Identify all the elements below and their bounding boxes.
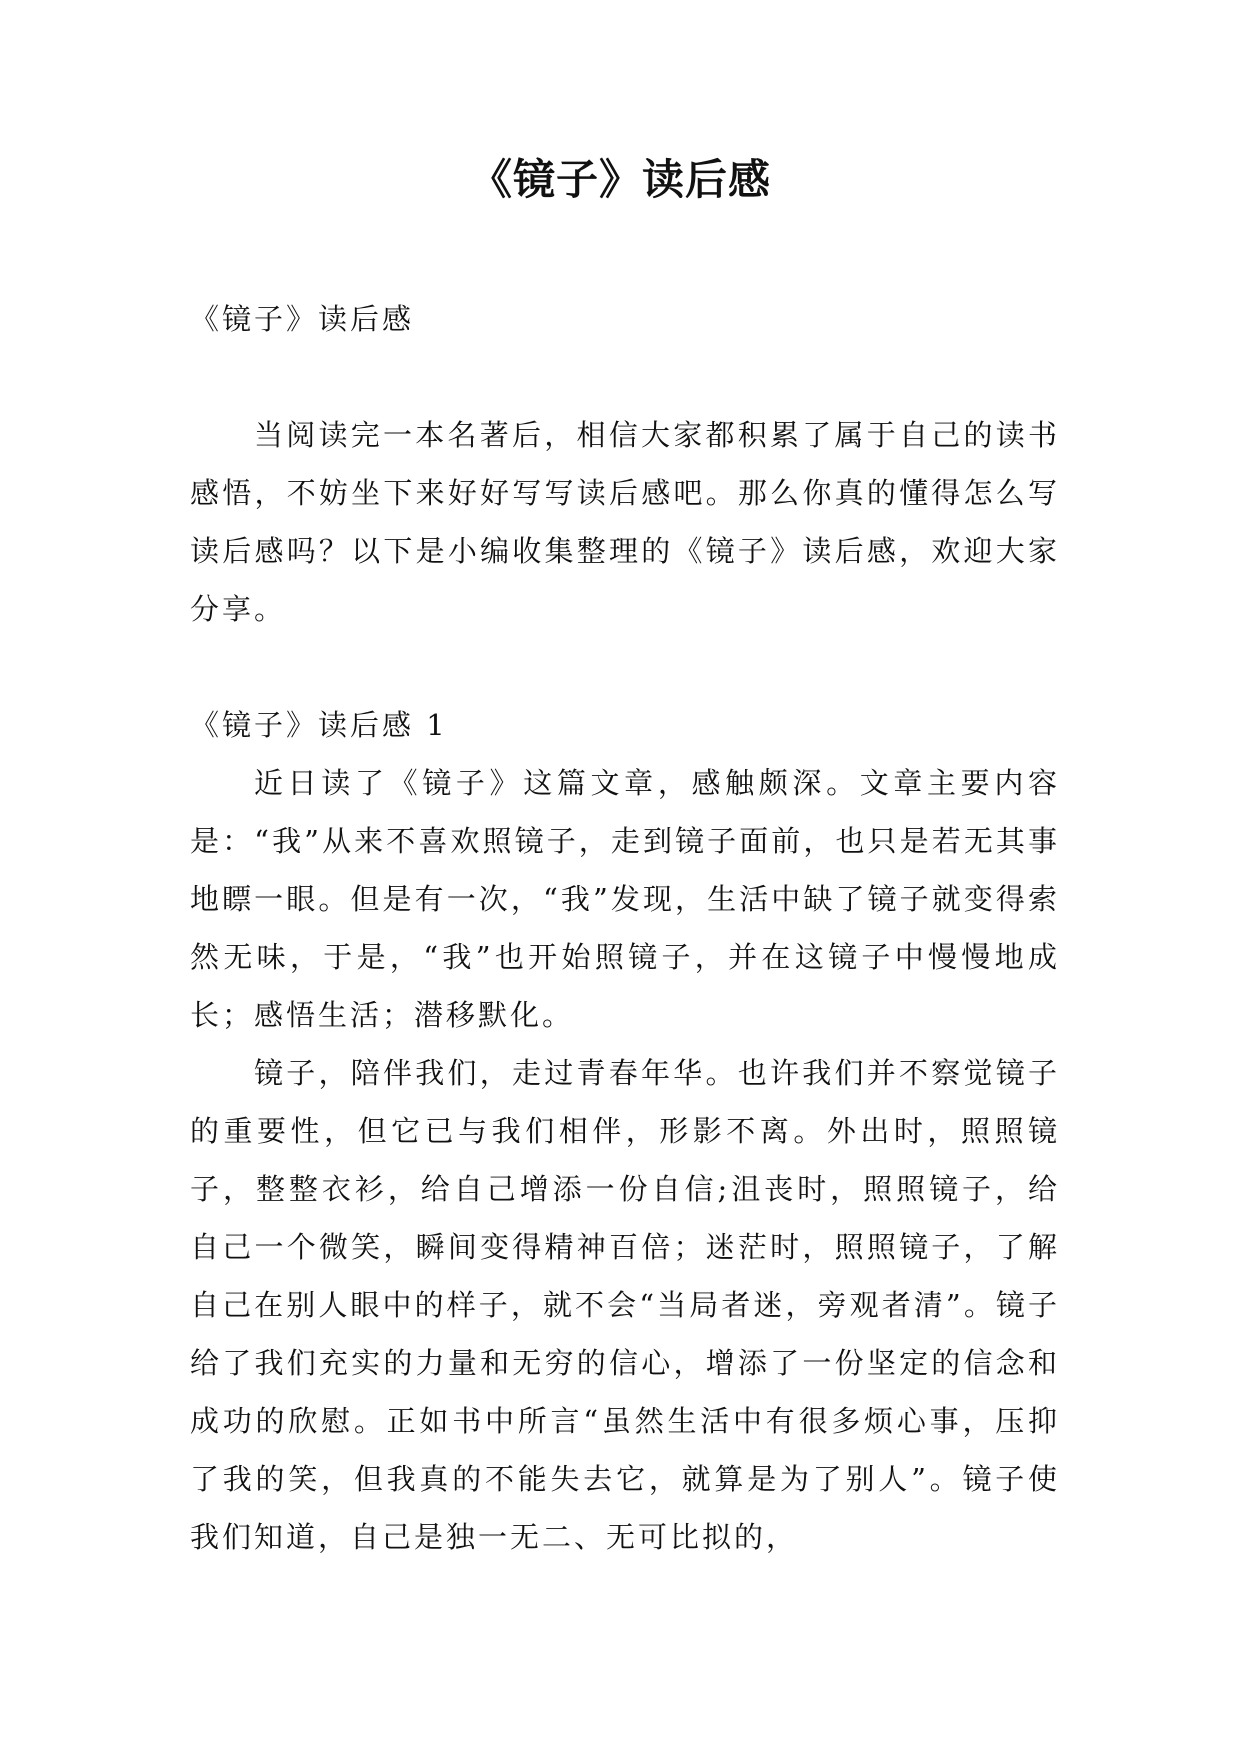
section-1-heading: 《镜子》读后感 1 [190, 708, 448, 742]
intro-paragraph-block [190, 406, 1060, 638]
intro-paragraph: 当阅读完一本名著后，相信大家都积累了属于自己的读书感悟，不妨坐下来好好写写读后感吧。那么你真的懂得怎么写读后感吗？以下是小编收集整理的《镜子》读后感，欢迎大家分享。 [190, 418, 1060, 626]
subtitle-text: 《镜子》读后感 [190, 302, 415, 336]
section-1-paragraph-1: 近日读了《镜子》这篇文章，感触颇深。文章主要内容是：“我”从来不喜欢照镜子，走到镜子面前，也只是若无其事地瞟一眼。但是有一次，“我”发现，生活中缺了镜子就变得索然无味，于是，“我”也开始照镜子，并在这镜子中慢慢地成长；感悟生活；潜移默化。 [190, 766, 1060, 1032]
page-title: 《镜子》读后感 [469, 155, 771, 204]
section-1 [190, 696, 1060, 1566]
document-subtitle [190, 290, 1060, 348]
section-1-paragraph-2: 镜子，陪伴我们，走过青春年华。也许我们并不察觉镜子的重要性，但它已与我们相伴，形影不离。外出时，照照镜子，整整衣衫，给自己增添一份自信;沮丧时，照照镜子，给自己一个微笑，瞬间变得精神百倍；迷茫时，照照镜子，了解自己在别人眼中的样子，就不会“当局者迷，旁观者清”。镜子给了我们充实的力量和无穷的信心，增添了一份坚定的信念和成功的欣慰。正如书中所言“虽然生活中有很多烦心事，压抑了我的笑，但我真的不能失去它，就算是为了别人”。镜子使我们知道，自己是独一无二、无可比拟的， [190, 1056, 1060, 1554]
